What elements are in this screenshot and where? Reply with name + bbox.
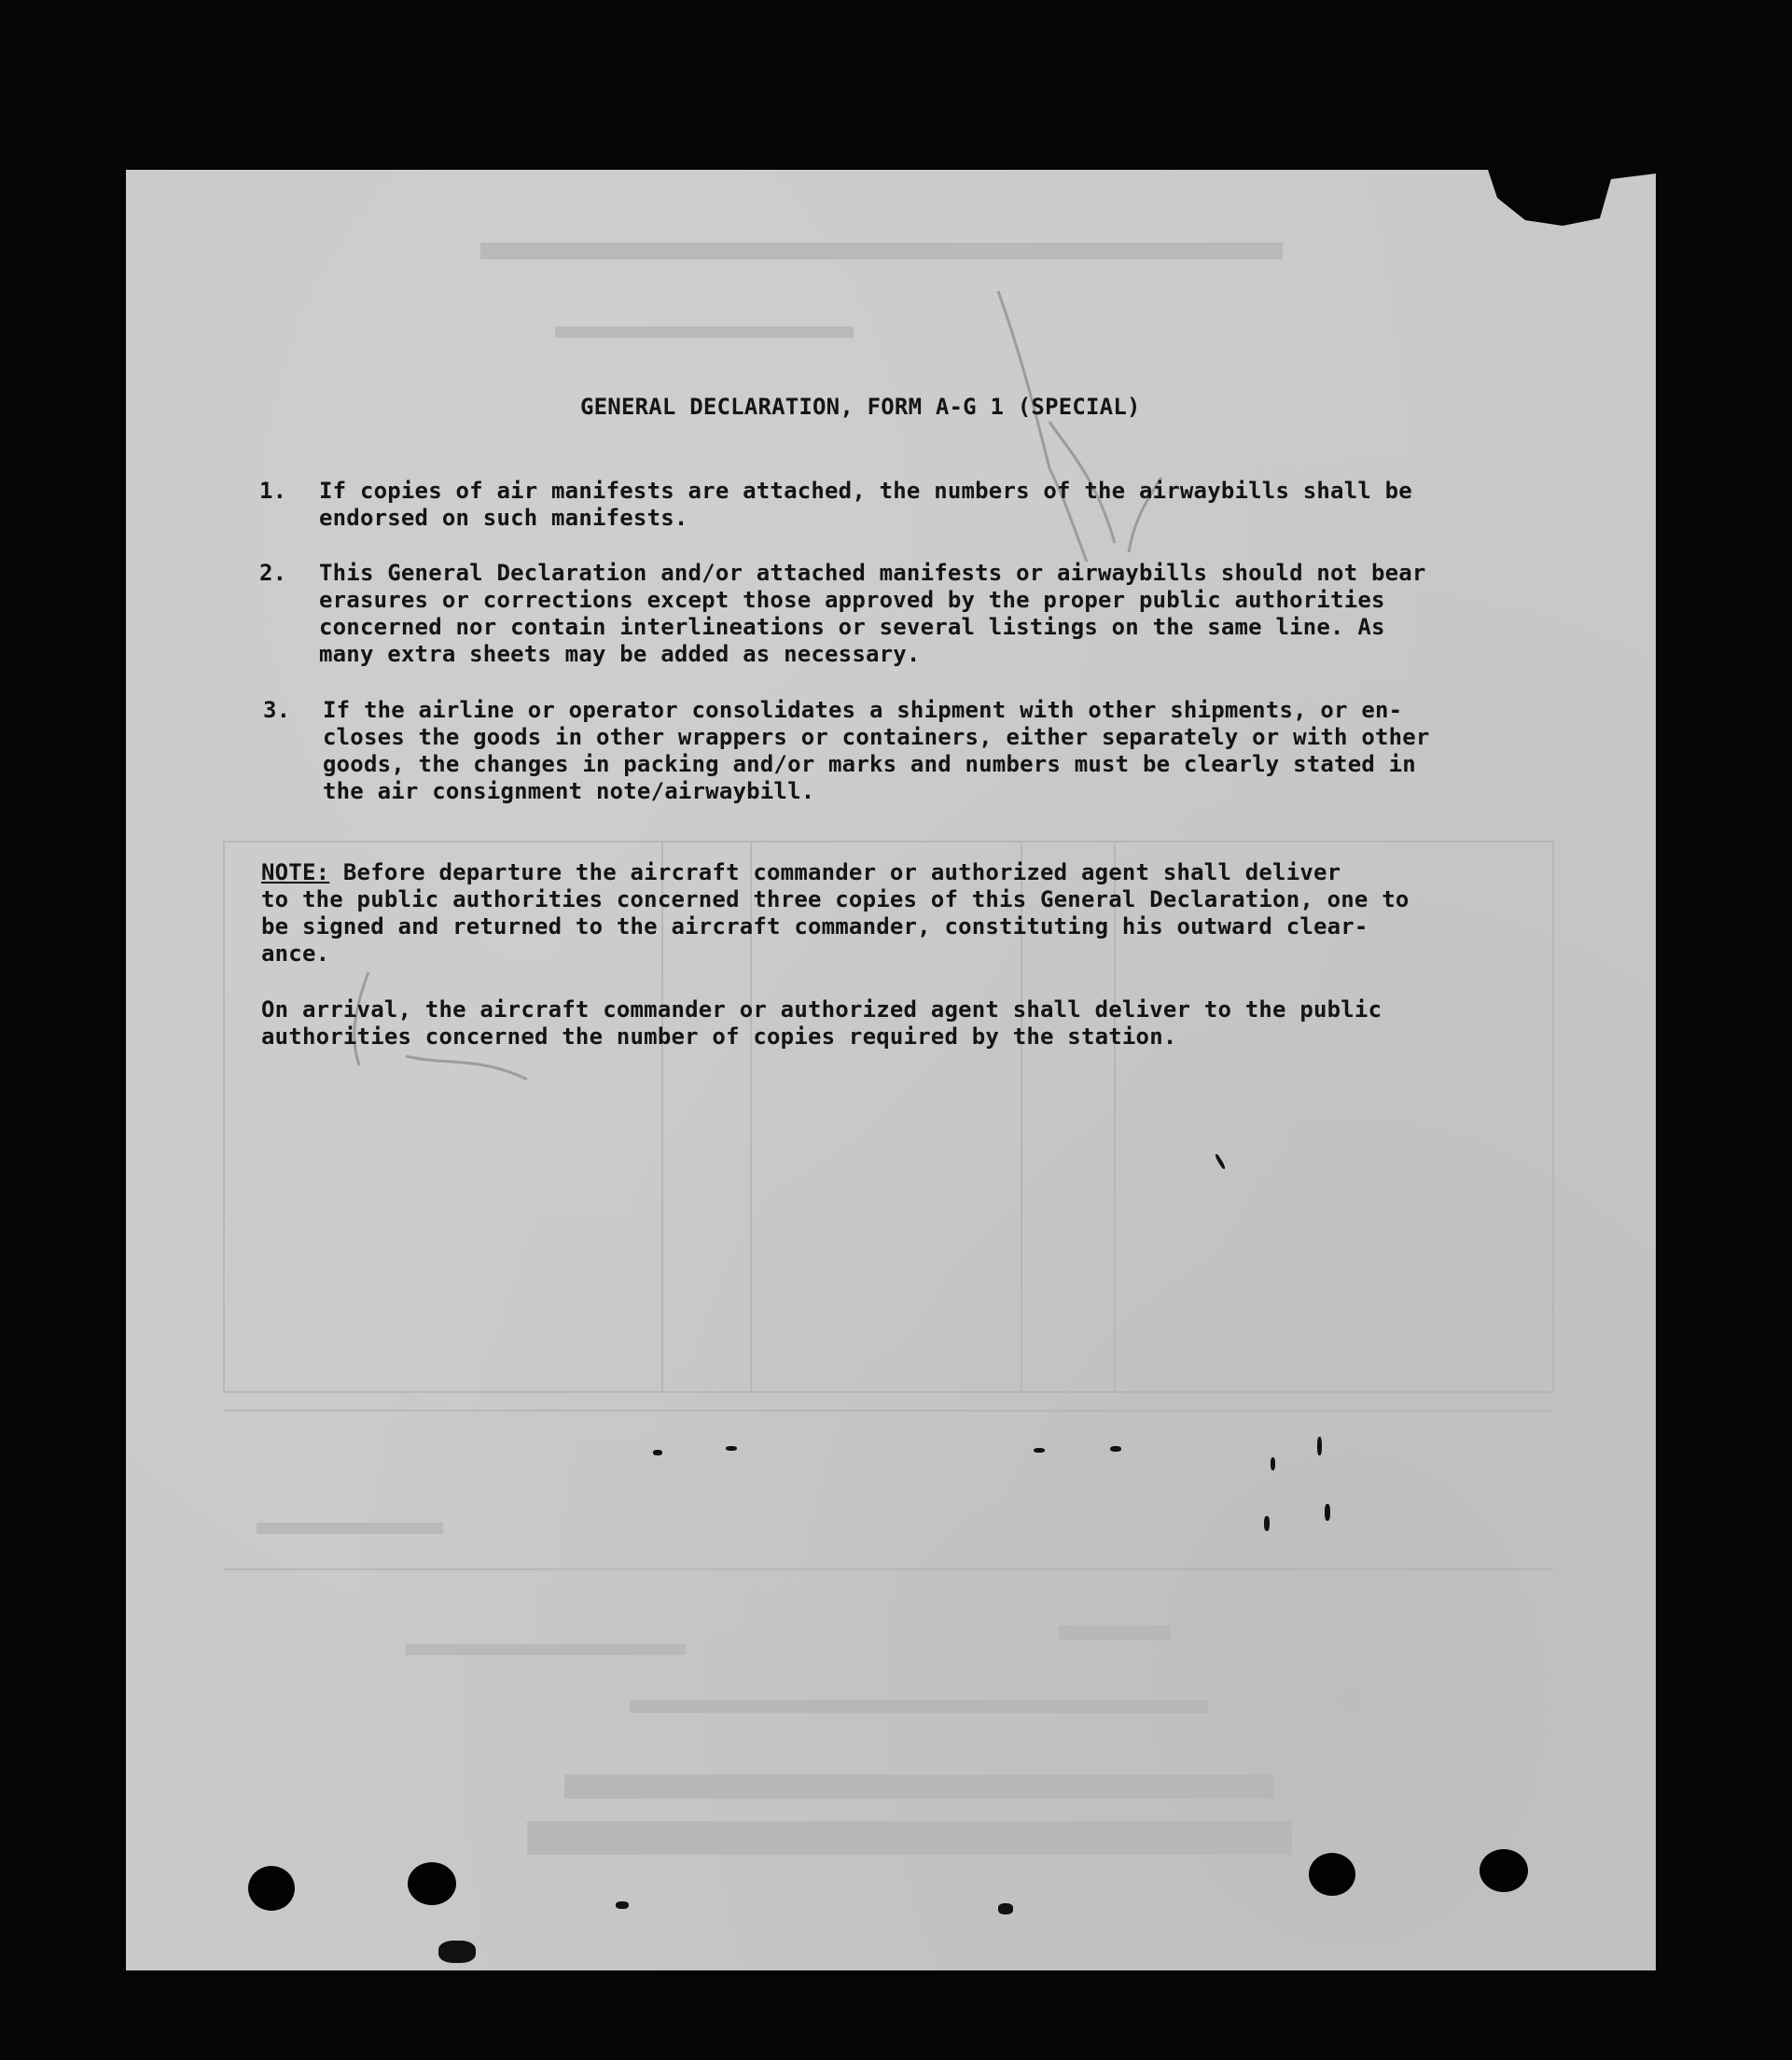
ink-speck (1325, 1504, 1330, 1521)
instruction-text: If the airline or operator consolidates a shipment with other shipments, or en- closes the goods in other wrappers or containers, either separately or with other goods, the changes in packing and/or marks and numbers must be clearly stated in the air consignment note/airwaybill. (323, 697, 1430, 804)
punch-hole (408, 1862, 456, 1905)
bleed-through-marks (126, 170, 1656, 1970)
ink-speck (438, 1941, 476, 1963)
instruction-number: 2. (259, 560, 287, 586)
instruction-number: 1. (259, 478, 287, 504)
ink-speck (653, 1450, 662, 1455)
arrival-paragraph: On arrival, the aircraft commander or authorized agent shall deliver to the public authorities concerned the number of copies required by the station. (261, 996, 1382, 1050)
instruction-text: If copies of air manifests are attached, the numbers of the airwaybills shall be endorsed on such manifests. (319, 478, 1412, 531)
ink-speck (1264, 1516, 1270, 1531)
instruction-item-3 (263, 697, 1532, 809)
ink-speck (1317, 1437, 1322, 1455)
ink-speck (1034, 1448, 1045, 1453)
instruction-number: 3. (263, 697, 291, 723)
ink-speck (998, 1903, 1013, 1914)
ink-speck (726, 1446, 737, 1451)
note-text: Before departure the aircraft commander or authorized agent shall deliver to the public authorities concerned three copies of this General Declaration, one to be signed and returned to the aircraft commander, constituting his outward clear- ance. (261, 859, 1410, 967)
note-label: NOTE: (261, 859, 330, 885)
instruction-text: This General Declaration and/or attached manifests or airwaybills should not bear erasures or corrections except those approved by the proper public authorities concerned nor contain interlineations or several listings on the same line. As many extra sheets may be added as necessary. (319, 560, 1426, 667)
document-sheet (126, 170, 1656, 1970)
ink-speck (1110, 1446, 1121, 1452)
document-title: GENERAL DECLARATION, FORM A-G 1 (SPECIAL) (580, 394, 1141, 420)
ink-speck (1271, 1457, 1275, 1470)
punch-hole (1479, 1849, 1528, 1892)
note-paragraph (261, 859, 1526, 967)
instruction-item-2 (259, 560, 1528, 672)
punch-hole (1309, 1853, 1355, 1896)
punch-hole (248, 1866, 295, 1911)
ink-speck (616, 1901, 629, 1909)
instruction-item-1 (259, 478, 1528, 534)
